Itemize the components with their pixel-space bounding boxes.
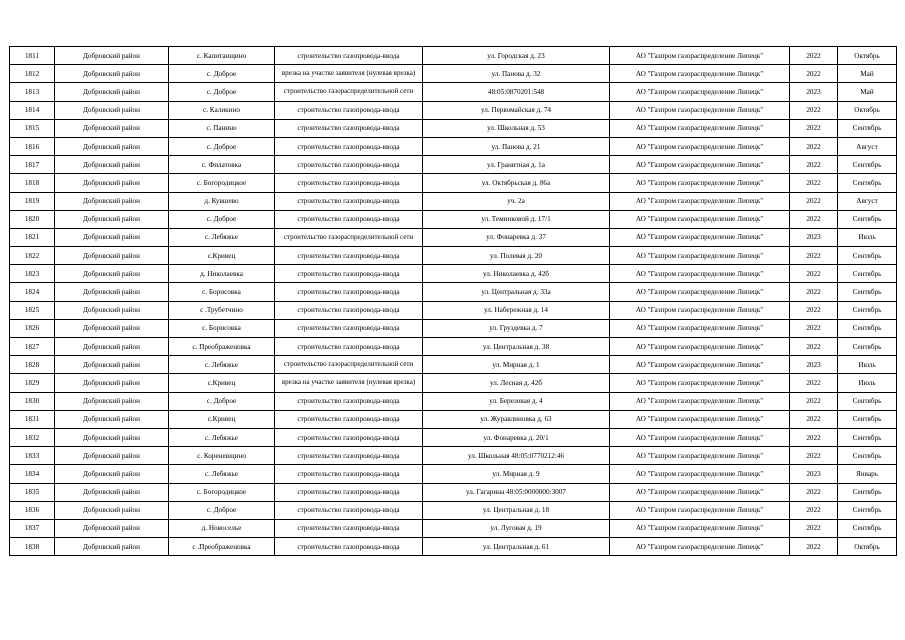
locality-cell: с .Трубетчино	[169, 301, 275, 319]
work-type-cell: строительство газопровода-ввода	[275, 192, 423, 210]
table-row	[10, 301, 897, 319]
month-cell: Сентябрь	[838, 428, 897, 446]
work-type-cell: строительство газораспределительной сети	[275, 356, 423, 374]
address-cell: ул. Октябрьская д. 86а	[423, 174, 610, 192]
year-cell: 2023	[790, 465, 838, 483]
row-number-cell: 1837	[10, 519, 55, 537]
address-cell: ул. Центральная д. 18	[423, 501, 610, 519]
organization-cell: АО "Газпром газораспределение Липецк"	[610, 392, 790, 410]
organization-cell: АО "Газпром газораспределение Липецк"	[610, 137, 790, 155]
organization-cell: АО "Газпром газораспределение Липецк"	[610, 410, 790, 428]
month-cell: Сентябрь	[838, 119, 897, 137]
row-number-cell: 1819	[10, 192, 55, 210]
district-cell: Добровский район	[55, 319, 169, 337]
year-cell: 2022	[790, 392, 838, 410]
month-cell: Октябрь	[838, 47, 897, 65]
work-type-cell: строительство газопровода-ввода	[275, 47, 423, 65]
locality-cell: с. Доброе	[169, 210, 275, 228]
month-cell: Сентябрь	[838, 519, 897, 537]
district-cell: Добровский район	[55, 465, 169, 483]
month-cell: Май	[838, 65, 897, 83]
district-cell: Добровский район	[55, 174, 169, 192]
address-cell: ул. Мирная д. 9	[423, 465, 610, 483]
locality-cell: с. Борисовка	[169, 283, 275, 301]
table-row	[10, 338, 897, 356]
district-cell: Добровский район	[55, 101, 169, 119]
work-type-cell: строительство газопровода-ввода	[275, 538, 423, 556]
address-cell: ул. Гранитная д. 1а	[423, 156, 610, 174]
locality-cell: с. Филатовка	[169, 156, 275, 174]
organization-cell: АО "Газпром газораспределение Липецк"	[610, 174, 790, 192]
organization-cell: АО "Газпром газораспределение Липецк"	[610, 447, 790, 465]
table-row	[10, 428, 897, 446]
work-type-cell: строительство газораспределительной сети	[275, 228, 423, 246]
table-row	[10, 319, 897, 337]
table-row	[10, 174, 897, 192]
row-number-cell: 1833	[10, 447, 55, 465]
district-cell: Добровский район	[55, 228, 169, 246]
table-row	[10, 374, 897, 392]
table-row	[10, 356, 897, 374]
year-cell: 2022	[790, 283, 838, 301]
address-cell: ул. Панова д. 32	[423, 65, 610, 83]
year-cell: 2022	[790, 338, 838, 356]
address-cell: ул. Школьная д. 53	[423, 119, 610, 137]
row-number-cell: 1815	[10, 119, 55, 137]
district-cell: Добровский район	[55, 301, 169, 319]
table-row	[10, 283, 897, 301]
row-number-cell: 1831	[10, 410, 55, 428]
locality-cell: д. Кувшево	[169, 192, 275, 210]
address-cell: ул. Набережная д. 14	[423, 301, 610, 319]
locality-cell: с. Лебяжье	[169, 428, 275, 446]
table-row	[10, 483, 897, 501]
month-cell: Июль	[838, 228, 897, 246]
work-type-cell: врезка на участке заявителя (нулевая врезка)	[275, 65, 423, 83]
locality-cell: с. Лебяжье	[169, 228, 275, 246]
table-row	[10, 101, 897, 119]
district-cell: Добровский район	[55, 47, 169, 65]
organization-cell: АО "Газпром газораспределение Липецк"	[610, 301, 790, 319]
locality-cell: с. Панино	[169, 119, 275, 137]
locality-cell: с.Кривец	[169, 410, 275, 428]
year-cell: 2022	[790, 119, 838, 137]
table-row	[10, 447, 897, 465]
month-cell: Август	[838, 192, 897, 210]
address-cell: ул. Лесная д. 42б	[423, 374, 610, 392]
organization-cell: АО "Газпром газораспределение Липецк"	[610, 228, 790, 246]
district-cell: Добровский район	[55, 519, 169, 537]
row-number-cell: 1820	[10, 210, 55, 228]
row-number-cell: 1822	[10, 247, 55, 265]
year-cell: 2022	[790, 519, 838, 537]
locality-cell: с.Кривец	[169, 247, 275, 265]
locality-cell: с. Капитанщино	[169, 47, 275, 65]
district-cell: Добровский район	[55, 137, 169, 155]
district-cell: Добровский район	[55, 392, 169, 410]
organization-cell: АО "Газпром газораспределение Липецк"	[610, 65, 790, 83]
address-cell: ул. Луговая д. 19	[423, 519, 610, 537]
locality-cell: с. Кореневщино	[169, 447, 275, 465]
table-row	[10, 47, 897, 65]
locality-cell: с.Кривец	[169, 374, 275, 392]
table-row	[10, 538, 897, 556]
month-cell: Сентябрь	[838, 156, 897, 174]
month-cell: Сентябрь	[838, 210, 897, 228]
table-body	[10, 47, 897, 556]
organization-cell: АО "Газпром газораспределение Липецк"	[610, 265, 790, 283]
year-cell: 2022	[790, 174, 838, 192]
address-cell: ул. Панова д. 21	[423, 137, 610, 155]
month-cell: Август	[838, 137, 897, 155]
district-cell: Добровский район	[55, 356, 169, 374]
locality-cell: с. Доброе	[169, 501, 275, 519]
work-type-cell: строительство газопровода-ввода	[275, 265, 423, 283]
table-row	[10, 247, 897, 265]
table-row	[10, 156, 897, 174]
address-cell: ул. Центральная д. 33а	[423, 283, 610, 301]
organization-cell: АО "Газпром газораспределение Липецк"	[610, 465, 790, 483]
year-cell: 2023	[790, 83, 838, 101]
locality-cell: с. Богородицкое	[169, 483, 275, 501]
work-type-cell: строительство газопровода-ввода	[275, 210, 423, 228]
address-cell: уч. 2а	[423, 192, 610, 210]
organization-cell: АО "Газпром газораспределение Липецк"	[610, 319, 790, 337]
year-cell: 2022	[790, 301, 838, 319]
table-row	[10, 465, 897, 483]
year-cell: 2022	[790, 319, 838, 337]
work-type-cell: строительство газопровода-ввода	[275, 174, 423, 192]
year-cell: 2022	[790, 428, 838, 446]
address-cell: 48:05:0870201:548	[423, 83, 610, 101]
table-row	[10, 83, 897, 101]
work-type-cell: врезка на участке заявителя (нулевая врезка)	[275, 374, 423, 392]
year-cell: 2022	[790, 265, 838, 283]
work-type-cell: строительство газопровода-ввода	[275, 319, 423, 337]
organization-cell: АО "Газпром газораспределение Липецк"	[610, 283, 790, 301]
address-cell: ул. Мирная д. 1	[423, 356, 610, 374]
district-cell: Добровский район	[55, 283, 169, 301]
row-number-cell: 1813	[10, 83, 55, 101]
address-cell: ул. Центральная д. 61	[423, 538, 610, 556]
work-type-cell: строительство газопровода-ввода	[275, 483, 423, 501]
table-row	[10, 519, 897, 537]
organization-cell: АО "Газпром газораспределение Липецк"	[610, 428, 790, 446]
locality-cell: с. Доброе	[169, 83, 275, 101]
address-cell: ул. Груздевка д. 7	[423, 319, 610, 337]
organization-cell: АО "Газпром газораспределение Липецк"	[610, 374, 790, 392]
row-number-cell: 1823	[10, 265, 55, 283]
row-number-cell: 1818	[10, 174, 55, 192]
district-cell: Добровский район	[55, 247, 169, 265]
work-type-cell: строительство газопровода-ввода	[275, 101, 423, 119]
month-cell: Сентябрь	[838, 410, 897, 428]
month-cell: Октябрь	[838, 538, 897, 556]
district-cell: Добровский район	[55, 83, 169, 101]
district-cell: Добровский район	[55, 65, 169, 83]
row-number-cell: 1812	[10, 65, 55, 83]
district-cell: Добровский район	[55, 192, 169, 210]
row-number-cell: 1830	[10, 392, 55, 410]
locality-cell: с. Доброе	[169, 65, 275, 83]
month-cell: Июль	[838, 356, 897, 374]
month-cell: Май	[838, 83, 897, 101]
address-cell: ул. Березовая д. 4	[423, 392, 610, 410]
row-number-cell: 1835	[10, 483, 55, 501]
district-cell: Добровский район	[55, 447, 169, 465]
work-type-cell: строительство газопровода-ввода	[275, 501, 423, 519]
work-type-cell: строительство газопровода-ввода	[275, 137, 423, 155]
month-cell: Сентябрь	[838, 283, 897, 301]
row-number-cell: 1828	[10, 356, 55, 374]
month-cell: Январь	[838, 465, 897, 483]
table-row	[10, 410, 897, 428]
locality-cell: д. Новоселье	[169, 519, 275, 537]
organization-cell: АО "Газпром газораспределение Липецк"	[610, 338, 790, 356]
row-number-cell: 1827	[10, 338, 55, 356]
month-cell: Октябрь	[838, 101, 897, 119]
address-cell: ул. Школьная 48:05:0770212:46	[423, 447, 610, 465]
month-cell: Сентябрь	[838, 483, 897, 501]
address-cell: ул. Полевая д. 20	[423, 247, 610, 265]
address-cell: ул. Теминковой д. 17/1	[423, 210, 610, 228]
work-type-cell: строительство газопровода-ввода	[275, 156, 423, 174]
year-cell: 2022	[790, 410, 838, 428]
work-type-cell: строительство газопровода-ввода	[275, 119, 423, 137]
organization-cell: АО "Газпром газораспределение Липецк"	[610, 47, 790, 65]
year-cell: 2023	[790, 228, 838, 246]
organization-cell: АО "Газпром газораспределение Липецк"	[610, 538, 790, 556]
address-cell: ул. Первомайская д. 74	[423, 101, 610, 119]
locality-cell: с. Доброе	[169, 392, 275, 410]
table-row	[10, 65, 897, 83]
organization-cell: АО "Газпром газораспределение Липецк"	[610, 101, 790, 119]
organization-cell: АО "Газпром газораспределение Липецк"	[610, 356, 790, 374]
work-type-cell: строительство газопровода-ввода	[275, 283, 423, 301]
district-cell: Добровский район	[55, 501, 169, 519]
row-number-cell: 1816	[10, 137, 55, 155]
locality-cell: с. Преображеновка	[169, 338, 275, 356]
table-row	[10, 392, 897, 410]
district-cell: Добровский район	[55, 265, 169, 283]
district-cell: Добровский район	[55, 338, 169, 356]
table-row	[10, 501, 897, 519]
row-number-cell: 1836	[10, 501, 55, 519]
year-cell: 2022	[790, 210, 838, 228]
district-cell: Добровский район	[55, 119, 169, 137]
address-cell: ул. Центральная д. 38	[423, 338, 610, 356]
work-type-cell: строительство газопровода-ввода	[275, 428, 423, 446]
month-cell: Сентябрь	[838, 265, 897, 283]
organization-cell: АО "Газпром газораспределение Липецк"	[610, 501, 790, 519]
locality-cell: с. Богородицкое	[169, 174, 275, 192]
locality-cell: с. Доброе	[169, 137, 275, 155]
locality-cell: с. Борисовка	[169, 319, 275, 337]
year-cell: 2022	[790, 47, 838, 65]
month-cell: Сентябрь	[838, 338, 897, 356]
district-cell: Добровский район	[55, 410, 169, 428]
organization-cell: АО "Газпром газораспределение Липецк"	[610, 483, 790, 501]
address-cell: ул. Фонаревка д. 37	[423, 228, 610, 246]
address-cell: ул. Гагарина 48:05:0000000:3007	[423, 483, 610, 501]
organization-cell: АО "Газпром газораспределение Липецк"	[610, 192, 790, 210]
year-cell: 2022	[790, 374, 838, 392]
row-number-cell: 1824	[10, 283, 55, 301]
row-number-cell: 1832	[10, 428, 55, 446]
year-cell: 2022	[790, 101, 838, 119]
address-cell: ул. Николаевка д. 42б	[423, 265, 610, 283]
address-cell: ул. Фонаревка д. 20/1	[423, 428, 610, 446]
locality-cell: с .Преображеновка	[169, 538, 275, 556]
work-type-cell: строительство газопровода-ввода	[275, 447, 423, 465]
work-type-cell: строительство газопровода-ввода	[275, 392, 423, 410]
table-row	[10, 265, 897, 283]
row-number-cell: 1834	[10, 465, 55, 483]
locality-cell: с. Лебяжье	[169, 356, 275, 374]
row-number-cell: 1811	[10, 47, 55, 65]
work-type-cell: строительство газопровода-ввода	[275, 519, 423, 537]
locality-cell: с. Каликино	[169, 101, 275, 119]
district-cell: Добровский район	[55, 210, 169, 228]
month-cell: Сентябрь	[838, 301, 897, 319]
organization-cell: АО "Газпром газораспределение Липецк"	[610, 83, 790, 101]
month-cell: Июль	[838, 374, 897, 392]
table-row	[10, 228, 897, 246]
locality-cell: д. Николаевка	[169, 265, 275, 283]
row-number-cell: 1838	[10, 538, 55, 556]
year-cell: 2022	[790, 483, 838, 501]
district-cell: Добровский район	[55, 374, 169, 392]
row-number-cell: 1825	[10, 301, 55, 319]
month-cell: Сентябрь	[838, 501, 897, 519]
row-number-cell: 1814	[10, 101, 55, 119]
gasification-register-table	[9, 46, 897, 556]
month-cell: Сентябрь	[838, 447, 897, 465]
row-number-cell: 1826	[10, 319, 55, 337]
work-type-cell: строительство газопровода-ввода	[275, 247, 423, 265]
address-cell: ул. Журавлиновка д. 63	[423, 410, 610, 428]
work-type-cell: строительство газопровода-ввода	[275, 338, 423, 356]
month-cell: Сентябрь	[838, 319, 897, 337]
year-cell: 2023	[790, 356, 838, 374]
year-cell: 2022	[790, 501, 838, 519]
district-cell: Добровский район	[55, 483, 169, 501]
work-type-cell: строительство газопровода-ввода	[275, 301, 423, 319]
table-row	[10, 137, 897, 155]
table-row	[10, 210, 897, 228]
organization-cell: АО "Газпром газораспределение Липецк"	[610, 247, 790, 265]
organization-cell: АО "Газпром газораспределение Липецк"	[610, 519, 790, 537]
year-cell: 2022	[790, 65, 838, 83]
year-cell: 2022	[790, 192, 838, 210]
row-number-cell: 1821	[10, 228, 55, 246]
month-cell: Сентябрь	[838, 392, 897, 410]
year-cell: 2022	[790, 156, 838, 174]
district-cell: Добровский район	[55, 538, 169, 556]
month-cell: Сентябрь	[838, 247, 897, 265]
work-type-cell: строительство газораспределительной сети	[275, 83, 423, 101]
organization-cell: АО "Газпром газораспределение Липецк"	[610, 156, 790, 174]
table-row	[10, 119, 897, 137]
address-cell: ул. Городская д. 23	[423, 47, 610, 65]
month-cell: Сентябрь	[838, 174, 897, 192]
organization-cell: АО "Газпром газораспределение Липецк"	[610, 210, 790, 228]
row-number-cell: 1817	[10, 156, 55, 174]
district-cell: Добровский район	[55, 156, 169, 174]
year-cell: 2022	[790, 137, 838, 155]
district-cell: Добровский район	[55, 428, 169, 446]
table-row	[10, 192, 897, 210]
year-cell: 2022	[790, 447, 838, 465]
locality-cell: с. Лебяжье	[169, 465, 275, 483]
row-number-cell: 1829	[10, 374, 55, 392]
work-type-cell: строительство газопровода-ввода	[275, 410, 423, 428]
work-type-cell: строительство газопровода-ввода	[275, 465, 423, 483]
year-cell: 2022	[790, 538, 838, 556]
organization-cell: АО "Газпром газораспределение Липецк"	[610, 119, 790, 137]
year-cell: 2022	[790, 247, 838, 265]
